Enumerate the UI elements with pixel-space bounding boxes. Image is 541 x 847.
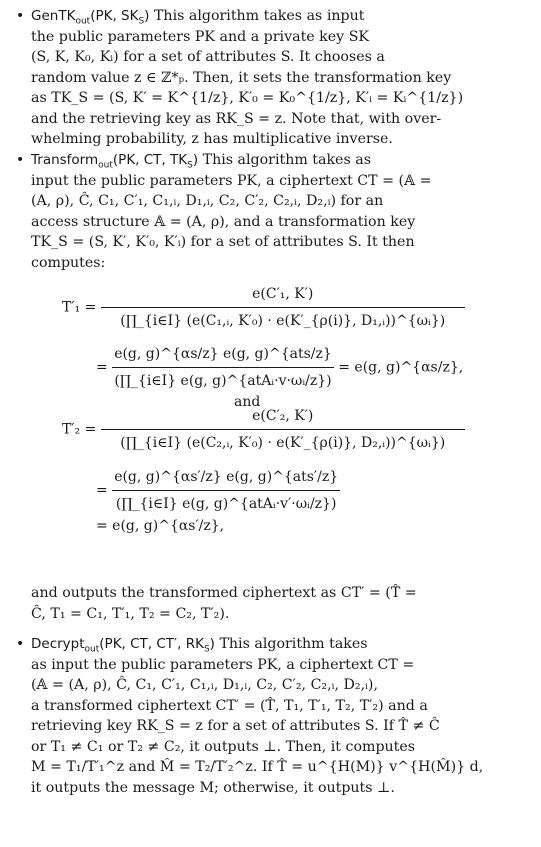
equation-lhs: T′₂ = xyxy=(62,421,97,438)
text-line: computes: xyxy=(31,254,106,271)
text-line: (S, K, K₀, Kᵢ) for a set of attributes S. It chooses a xyxy=(31,49,385,65)
text-line: This algorithm takes as xyxy=(202,152,371,168)
bullet-icon: • xyxy=(16,8,25,24)
equation-t1 xyxy=(62,284,465,331)
equation-result: = e(g, g)^{αs′/z}, xyxy=(96,518,225,534)
paragraph xyxy=(31,583,532,624)
text-line: it outputs the message M; otherwise, it outputs ⊥. xyxy=(31,779,395,796)
text-line: random value z ∈ ℤ*ₚ. Then, it sets the transformation key xyxy=(31,69,452,86)
bullet-icon: • xyxy=(16,152,25,168)
text-line: Ĉ, T₁ = C₁, T′₁, T₂ = C₂, T′₂). xyxy=(31,605,230,622)
equation-denominator: (∏_{i∈I} e(g, g)^{atAᵢ·v·ωᵢ/z}) xyxy=(112,367,334,392)
equation-rhs: = e(g, g)^{αs/z}, xyxy=(338,359,464,376)
equation-and: and xyxy=(234,394,261,410)
equation-numerator: e(g, g)^{αs/z} e(g, g)^{ats/z} xyxy=(114,346,332,362)
equation-fraction xyxy=(112,467,340,514)
text-line: retrieving key RK_S = z for a set of attributes S. If T̂ ≠ Ĉ xyxy=(31,718,440,734)
equation-denominator: (∏_{i∈I} (e(C₁,ᵢ, K′₀) · e(K′_{ρ(i)}, D₁,ᵢ))^{ωᵢ}) xyxy=(101,307,465,332)
text-line: This algorithm takes xyxy=(219,636,368,652)
equation-t2-step2: = $\frac{\text{e(g, g)\textasciicircum{}\{αs′/z\} e(g, g)\textasciicircum{}\{ats′/z\}}}{\text{(∏\_\{i∈I\} e(g, g)\textasciicircum{}\{atAᵢ·v′·ωᵢ/z\})}}$ xyxy=(96,467,340,514)
equation-t1-step2: = $\frac{\text{e(g, g)\textasciicircum{}\{αs/z\} e(g, g)\textasciicircum{}\{ats/z\}}}{\text{(∏\_\{i∈I\} e(g, g)\textasciicircum{}\{atAᵢ·v·ωᵢ/z\})}}$ = e(g, g)^{αs/z}, xyxy=(96,344,463,391)
text-line: M = T₁/T′₁^z and M̂ = T₂/T′₂^z. If T̂ = u^{H(M)} v^{H(M̂)} d, xyxy=(31,759,484,775)
algorithm-gentk-text xyxy=(31,6,532,150)
algorithm-name: Transform$_{out}$(PK, CT, $TK_S$) xyxy=(31,152,199,171)
algorithm-gentk xyxy=(14,6,532,150)
equation-t2-step3 xyxy=(96,516,224,537)
equation-numerator: e(C′₂, K′) xyxy=(252,408,314,424)
algorithm-decrypt-text xyxy=(31,634,532,798)
equation-lhs: T′₁ = xyxy=(62,299,97,316)
text-line: or T₁ ≠ C₁ or T₂ ≠ C₂, it outputs ⊥. Then, it computes xyxy=(31,738,416,755)
bullet-icon: • xyxy=(16,636,25,652)
text-line: a transformed ciphertext CT′ = (T̂, T₁, T′₁, T₂, T′₂) and a xyxy=(31,697,428,714)
text-line: as TK_S = (S, K′ = K^{1/z}, K′₀ = K₀^{1/z}, K′ᵢ = Kᵢ^{1/z}) xyxy=(31,90,464,106)
text-line: input the public parameters PK, a ciphertext CT = (𝔸 = xyxy=(31,172,432,189)
text-line: (A, ρ), Ĉ, C₁, C′₁, C₁,ᵢ, D₁,ᵢ, C₂, C′₂, C₂,ᵢ, D₂,ᵢ) for an xyxy=(31,193,384,209)
equation-denominator: (∏_{i∈I} (e(C₂,ᵢ, K′₀) · e(K′_{ρ(i)}, D₂,ᵢ))^{ωᵢ}) xyxy=(101,429,465,454)
algorithm-decrypt xyxy=(14,634,532,798)
algorithm-transform-text xyxy=(31,150,532,273)
equation-fraction xyxy=(101,406,465,453)
algorithm-name: Decrypt$_{out}$(PK, CT, CT′, $RK_S$) xyxy=(31,636,215,655)
text-line: This algorithm takes as input xyxy=(153,8,365,24)
text-line: TK_S = (S, K′, K′₀, K′ᵢ) for a set of attributes S. It then xyxy=(31,234,415,250)
equation-t2 xyxy=(62,406,465,453)
transform-output-text xyxy=(14,583,532,624)
equation-numerator: e(g, g)^{αs′/z} e(g, g)^{ats′/z} xyxy=(114,469,339,485)
text-line: the public parameters PK and a private key SK xyxy=(31,28,370,45)
equation-denominator: (∏_{i∈I} e(g, g)^{atAᵢ·v′·ωᵢ/z}) xyxy=(112,490,340,515)
algorithm-transform xyxy=(14,150,532,273)
text-line: and outputs the transformed ciphertext as CT′ = (T̂ = xyxy=(31,585,417,601)
text-line: and the retrieving key as RK_S = z. Note that, with over- xyxy=(31,110,442,127)
text-line: whelming probability, z has multiplicative inverse. xyxy=(31,131,393,147)
text-line: as input the public parameters PK, a ciphertext CT = xyxy=(31,656,415,673)
text-line: (𝔸 = (A, ρ), Ĉ, C₁, C′₁, C₁,ᵢ, D₁,ᵢ, C₂, C′₂, C₂,ᵢ, D₂,ᵢ), xyxy=(31,677,378,693)
algorithm-name: GenTK$_{out}$(PK, $SK_S$) xyxy=(31,8,150,27)
equation-numerator: e(C′₁, K′) xyxy=(252,286,314,302)
text-line: access structure 𝔸 = (A, ρ), and a transformation key xyxy=(31,213,416,230)
equation-fraction xyxy=(101,284,465,331)
equation-fraction xyxy=(112,344,334,391)
